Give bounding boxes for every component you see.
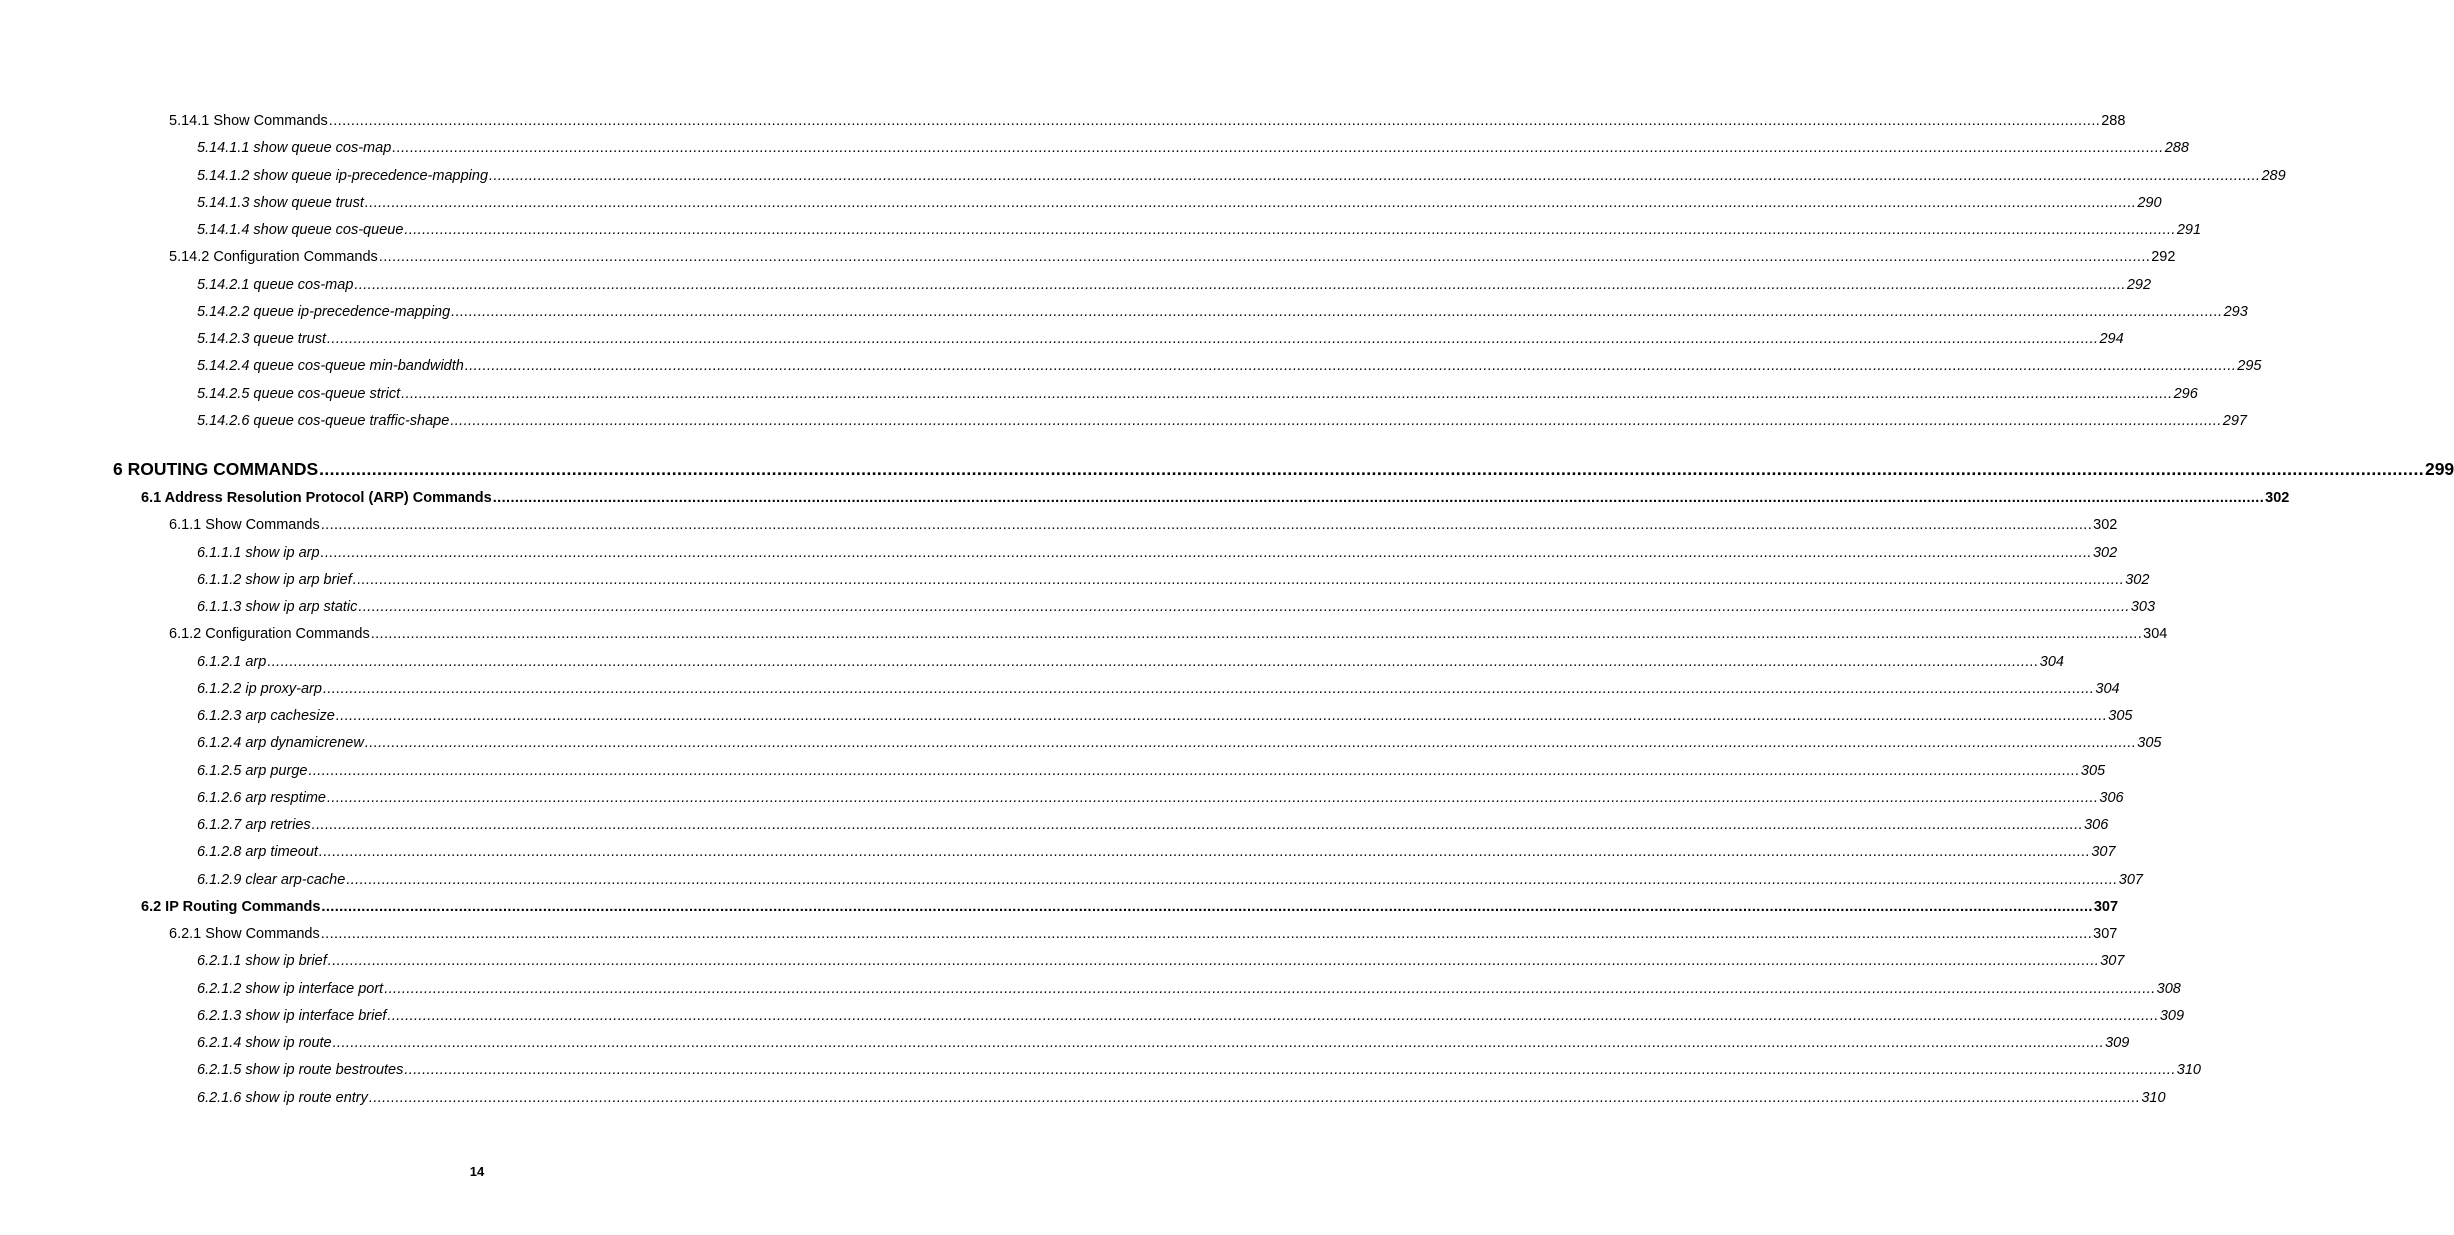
toc-dot-leader: ................................................................................................................................................................................................................................................................................................................................................................................................................ xyxy=(378,249,2151,266)
toc-dot-leader: ................................................................................................................................................................................................................................................................................................................................................................................................................ xyxy=(492,490,2265,506)
toc-entry[interactable] xyxy=(197,194,2162,212)
toc-entry-title: 6.1.2.1 arp xyxy=(197,653,267,670)
toc-entry-page: 309 xyxy=(2105,1035,2130,1051)
toc-dot-leader: ................................................................................................................................................................................................................................................................................................................................................................................................................ xyxy=(326,789,2099,806)
toc-dot-leader: ................................................................................................................................................................................................................................................................................................................................................................................................................ xyxy=(451,303,2223,320)
toc-entry-page: 293 xyxy=(2223,303,2248,320)
toc-dot-leader: ................................................................................................................................................................................................................................................................................................................................................................................................................ xyxy=(358,599,2130,615)
toc-entry[interactable] xyxy=(141,898,2119,916)
toc-entry-title: 6.1.1.3 show ip arp static xyxy=(197,599,358,615)
toc-entry-page: 307 xyxy=(2118,871,2143,888)
toc-entry-page: 302 xyxy=(2092,544,2118,561)
toc-entry-page: 307 xyxy=(2091,844,2116,861)
toc-entry-title: 6 ROUTING COMMANDS xyxy=(113,459,319,479)
toc-entry-page: 291 xyxy=(2176,222,2202,238)
toc-entry-title: 6.2.1.5 show ip route bestroutes xyxy=(197,1062,404,1079)
toc-entry-title: 6.1 Address Resolution Protocol (ARP) Commands xyxy=(141,490,492,506)
toc-dot-leader: ................................................................................................................................................................................................................................................................................................................................................................................................................ xyxy=(384,980,2156,997)
toc-dot-leader: ................................................................................................................................................................................................................................................................................................................................................................................................................ xyxy=(387,1007,2159,1024)
toc-dot-leader: ................................................................................................................................................................................................................................................................................................................................................................................................................ xyxy=(311,817,2084,833)
toc-dot-leader: ................................................................................................................................................................................................................................................................................................................................................................................................................ xyxy=(319,459,2424,479)
toc-entry-title: 6.2 IP Routing Commands xyxy=(141,898,321,915)
toc-entry-title: 5.14.2.6 queue cos-queue traffic-shape xyxy=(197,412,450,429)
toc-entry-page: 307 xyxy=(2100,953,2125,970)
toc-entry[interactable] xyxy=(197,707,2133,725)
toc-chapter-entry[interactable] xyxy=(113,458,2454,480)
toc-entry-page: 307 xyxy=(2093,898,2119,915)
toc-entry[interactable] xyxy=(197,1061,2201,1079)
toc-entry[interactable] xyxy=(197,385,2198,403)
toc-entry[interactable] xyxy=(141,489,2290,507)
toc-entry-page: 297 xyxy=(2222,412,2247,429)
toc-entry-title: 6.2.1.4 show ip route xyxy=(197,1035,332,1051)
toc-dot-leader: ................................................................................................................................................................................................................................................................................................................................................................................................................ xyxy=(354,276,2126,293)
toc-entry[interactable] xyxy=(197,598,2156,616)
toc-entry-page: 305 xyxy=(2108,708,2133,724)
toc-entry-title: 5.14.1.2 show queue ip-precedence-mapping xyxy=(197,167,489,184)
toc-entry-page: 296 xyxy=(2173,385,2198,402)
toc-entry-title: 6.1.1.2 show ip arp brief xyxy=(197,571,352,588)
toc-entry-page: 309 xyxy=(2159,1007,2185,1024)
toc-entry-page: 302 xyxy=(2265,490,2290,506)
toc-entry[interactable] xyxy=(197,221,2202,239)
toc-entry-title: 5.14.2.2 queue ip-precedence-mapping xyxy=(197,303,451,320)
toc-entry[interactable] xyxy=(169,248,2176,266)
toc-entry[interactable] xyxy=(197,276,2152,294)
toc-entry[interactable] xyxy=(197,871,2143,889)
toc-entry-page: 302 xyxy=(2125,571,2150,588)
toc-entry[interactable] xyxy=(197,680,2120,698)
toc-entry[interactable] xyxy=(197,980,2181,998)
toc-entry-title: 6.1.2.5 arp purge xyxy=(197,762,308,779)
toc-dot-leader: ................................................................................................................................................................................................................................................................................................................................................................................................................ xyxy=(368,1089,2141,1106)
toc-entry-page: 304 xyxy=(2143,626,2168,643)
toc-entry[interactable] xyxy=(197,816,2109,834)
toc-entry-title: 6.1.2.2 ip proxy-arp xyxy=(197,680,322,697)
toc-entry-page: 295 xyxy=(2237,358,2262,375)
toc-entry-page: 307 xyxy=(2093,926,2118,942)
toc-dot-leader: ................................................................................................................................................................................................................................................................................................................................................................................................................ xyxy=(320,926,2093,942)
toc-dot-leader: ................................................................................................................................................................................................................................................................................................................................................................................................................ xyxy=(322,680,2095,697)
toc-entry[interactable] xyxy=(169,516,2118,534)
toc-entry[interactable] xyxy=(197,330,2124,348)
toc-entry-title: 6.1.2.9 clear arp-cache xyxy=(197,871,346,888)
toc-dot-leader: ................................................................................................................................................................................................................................................................................................................................................................................................................ xyxy=(332,1035,2105,1051)
toc-entry[interactable] xyxy=(197,653,2064,671)
toc-dot-leader: ................................................................................................................................................................................................................................................................................................................................................................................................................ xyxy=(404,1062,2176,1079)
toc-entry-title: 5.14.2.5 queue cos-queue strict xyxy=(197,385,401,402)
toc-dot-leader: ................................................................................................................................................................................................................................................................................................................................................................................................................ xyxy=(267,653,2039,670)
toc-entry[interactable] xyxy=(197,357,2262,375)
toc-dot-leader: ................................................................................................................................................................................................................................................................................................................................................................................................................ xyxy=(335,708,2108,724)
toc-entry[interactable] xyxy=(169,625,2168,643)
toc-entry-title: 6.1.2.4 arp dynamicrenew xyxy=(197,735,364,752)
toc-entry-page: 304 xyxy=(2039,653,2064,670)
toc-entry-title: 5.14.2.4 queue cos-queue min-bandwidth xyxy=(197,358,464,375)
toc-entry-page: 294 xyxy=(2099,331,2124,347)
toc-entry-page: 290 xyxy=(2137,194,2162,211)
toc-dot-leader: ................................................................................................................................................................................................................................................................................................................................................................................................................ xyxy=(450,412,2222,429)
toc-entry-title: 6.2.1 Show Commands xyxy=(169,926,320,942)
toc-entry-title: 5.14.2 Configuration Commands xyxy=(169,249,378,266)
toc-entry-page: 304 xyxy=(2095,680,2120,697)
toc-entry-title: 5.14.1.1 show queue cos-map xyxy=(197,140,392,157)
toc-entry-page: 308 xyxy=(2156,980,2181,997)
toc-dot-leader: ................................................................................................................................................................................................................................................................................................................................................................................................................ xyxy=(327,331,2099,347)
toc-entry[interactable] xyxy=(197,412,2247,430)
toc-entry-title: 6.1.2.8 arp timeout xyxy=(197,844,318,861)
toc-dot-leader: ................................................................................................................................................................................................................................................................................................................................................................................................................ xyxy=(364,735,2137,752)
toc-dot-leader: ................................................................................................................................................................................................................................................................................................................................................................................................................ xyxy=(392,140,2164,157)
toc-entry[interactable] xyxy=(169,112,2126,130)
toc-entry-page: 302 xyxy=(2093,517,2118,534)
toc-entry[interactable] xyxy=(197,167,2286,185)
toc-entry-title: 6.2.1.1 show ip brief xyxy=(197,953,327,970)
toc-entry-page: 289 xyxy=(2261,167,2286,184)
toc-dot-leader: ................................................................................................................................................................................................................................................................................................................................................................................................................ xyxy=(464,358,2237,375)
toc-entry-title: 6.1.2.3 arp cachesize xyxy=(197,708,335,724)
toc-entry[interactable] xyxy=(197,789,2124,807)
toc-entry[interactable] xyxy=(197,139,2189,157)
toc-entry-page: 310 xyxy=(2176,1062,2201,1079)
toc-entry[interactable] xyxy=(197,762,2106,780)
toc-dot-leader: ................................................................................................................................................................................................................................................................................................................................................................................................................ xyxy=(404,222,2176,238)
toc-dot-leader: ................................................................................................................................................................................................................................................................................................................................................................................................................ xyxy=(318,844,2091,861)
toc-entry-title: 5.14.2.1 queue cos-map xyxy=(197,276,354,293)
toc-entry-title: 6.1.1.1 show ip arp xyxy=(197,544,320,561)
toc-entry-title: 6.1.2 Configuration Commands xyxy=(169,626,370,643)
toc-dot-leader: ................................................................................................................................................................................................................................................................................................................................................................................................................ xyxy=(327,953,2100,970)
toc-entry[interactable] xyxy=(197,734,2162,752)
toc-entry[interactable] xyxy=(197,843,2116,861)
toc-dot-leader: ................................................................................................................................................................................................................................................................................................................................................................................................................ xyxy=(308,762,2080,779)
toc-dot-leader: ................................................................................................................................................................................................................................................................................................................................................................................................................ xyxy=(370,626,2143,643)
toc-dot-leader: ................................................................................................................................................................................................................................................................................................................................................................................................................ xyxy=(346,871,2118,888)
toc-entry-page: 306 xyxy=(2084,817,2109,833)
toc-entry-page: 288 xyxy=(2164,140,2189,157)
toc-entry-title: 6.1.1 Show Commands xyxy=(169,517,320,534)
toc-entry-page: 292 xyxy=(2126,276,2152,293)
toc-entry[interactable] xyxy=(197,544,2118,562)
toc-entry-page: 288 xyxy=(2101,113,2126,129)
toc-dot-leader: ................................................................................................................................................................................................................................................................................................................................................................................................................ xyxy=(320,517,2093,534)
toc-entry-title: 6.1.2.7 arp retries xyxy=(197,817,311,833)
toc-entry-title: 5.14.1.3 show queue trust xyxy=(197,194,364,211)
toc-entry-page: 303 xyxy=(2130,599,2156,615)
toc-entry-title: 6.2.1.2 show ip interface port xyxy=(197,980,384,997)
toc-dot-leader: ................................................................................................................................................................................................................................................................................................................................................................................................................ xyxy=(489,167,2261,184)
toc-dot-leader: ................................................................................................................................................................................................................................................................................................................................................................................................................ xyxy=(352,571,2125,588)
toc-entry-title: 5.14.1 Show Commands xyxy=(169,113,328,129)
toc-entry-page: 306 xyxy=(2099,789,2124,806)
toc-entry-page: 292 xyxy=(2151,249,2176,266)
toc-entry-title: 6.1.2.6 arp resptime xyxy=(197,789,326,806)
toc-entry-page: 305 xyxy=(2080,762,2106,779)
toc-entry[interactable] xyxy=(197,571,2150,589)
toc-entry-page: 305 xyxy=(2137,735,2162,752)
page-number: 14 xyxy=(469,1164,485,1179)
toc-dot-leader: ................................................................................................................................................................................................................................................................................................................................................................................................................ xyxy=(321,898,2093,915)
toc-entry-title: 5.14.1.4 show queue cos-queue xyxy=(197,222,404,238)
toc-entry[interactable] xyxy=(197,1089,2166,1107)
toc-entry[interactable] xyxy=(197,1034,2130,1052)
toc-entry-title: 5.14.2.3 queue trust xyxy=(197,331,326,347)
toc-entry-title: 6.2.1.6 show ip route entry xyxy=(197,1089,368,1106)
toc-entry[interactable] xyxy=(197,303,2248,321)
toc-dot-leader: ................................................................................................................................................................................................................................................................................................................................................................................................................ xyxy=(328,113,2101,129)
toc-dot-leader: ................................................................................................................................................................................................................................................................................................................................................................................................................ xyxy=(364,194,2137,211)
toc-entry[interactable] xyxy=(197,952,2125,970)
toc-entry-title: 6.2.1.3 show ip interface brief xyxy=(197,1007,387,1024)
toc-entry[interactable] xyxy=(169,925,2118,943)
toc-entry-page: 299 xyxy=(2424,459,2454,479)
toc-dot-leader: ................................................................................................................................................................................................................................................................................................................................................................................................................ xyxy=(401,385,2173,402)
toc-dot-leader: ................................................................................................................................................................................................................................................................................................................................................................................................................ xyxy=(320,544,2092,561)
toc-entry-page: 310 xyxy=(2141,1089,2166,1106)
toc-entry[interactable] xyxy=(197,1007,2185,1025)
